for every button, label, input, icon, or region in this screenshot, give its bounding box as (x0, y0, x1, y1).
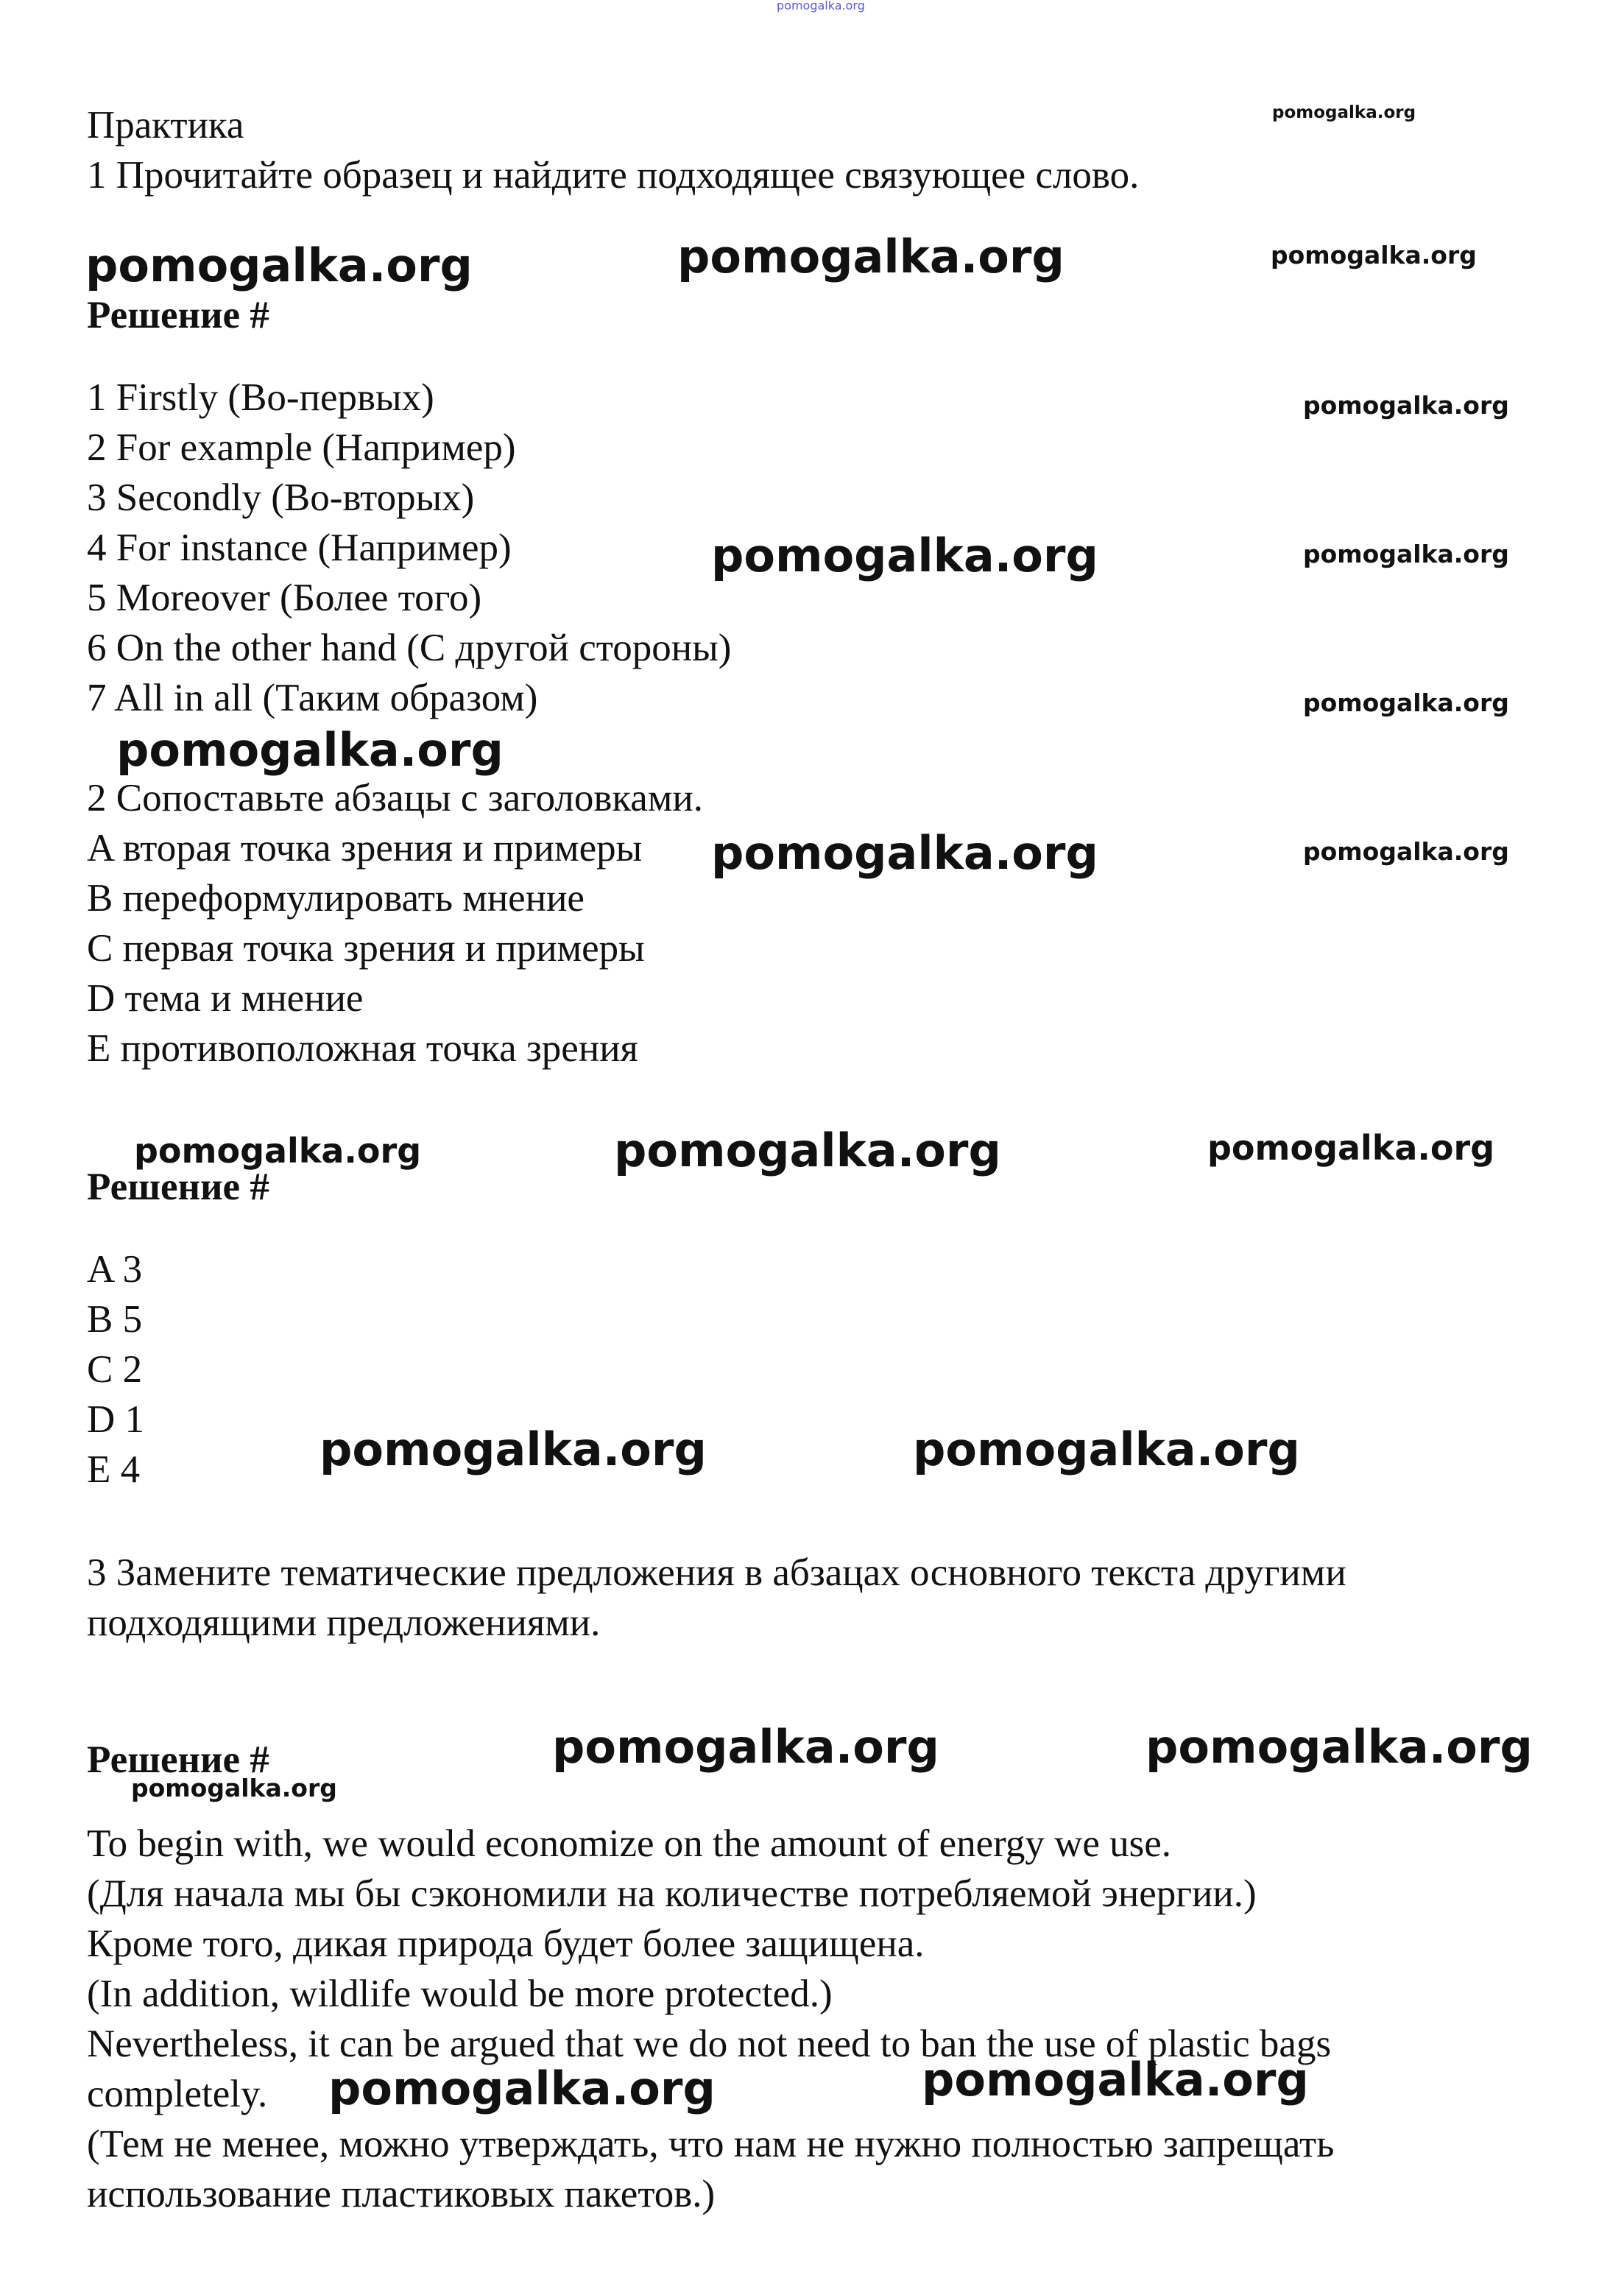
task2-heading-c: C первая точка зрения и примеры (87, 927, 645, 970)
task3-prompt-line-2: подходящими предложениями. (87, 1601, 601, 1644)
task2-heading-d: D тема и мнение (87, 977, 364, 1020)
task1-answer-2: 2 For example (Например) (87, 426, 516, 469)
task2-heading-a: A вторая точка зрения и примеры (87, 827, 643, 870)
task2-answer-c: C 2 (87, 1348, 143, 1391)
task3-answer-line-7: (Тем не менее, можно утверждать, что нам не нужно полностью запрещать (87, 2123, 1335, 2165)
task3-answer-line-5: Nevertheless, it can be argued that we do not need to ban the use of plastic bags (87, 2023, 1332, 2065)
watermark: pomogalka.org (1145, 1720, 1533, 1774)
task3-solution-label: Решение # (87, 1738, 269, 1781)
task3-answer-line-6: completely. (87, 2073, 268, 2115)
task3-answer-line-4: (In addition, wildlife would be more protected.) (87, 1972, 833, 2015)
task1-answer-5: 5 Moreover (Более того) (87, 577, 482, 619)
task3-answer-line-1: To begin with, we would economize on the amount of energy we use. (87, 1822, 1172, 1865)
watermark: pomogalka.org (328, 2062, 716, 2115)
watermark: pomogalka.org (1303, 688, 1509, 717)
task2-solution-label: Решение # (87, 1166, 269, 1208)
watermark: pomogalka.org (711, 826, 1098, 880)
task2-answer-b: B 5 (87, 1298, 143, 1341)
task1-prompt: 1 Прочитайте образец и найдите подходящее связующее слово. (87, 154, 1140, 197)
watermark: pomogalka.org (1272, 103, 1416, 122)
practice-title: Практика (87, 104, 244, 147)
watermark: pomogalka.org (614, 1124, 1001, 1177)
task2-heading-b: B переформулировать мнение (87, 877, 585, 920)
watermark-top: pomogalka.org (777, 0, 865, 13)
task1-answer-4: 4 For instance (Например) (87, 526, 512, 569)
task2-answer-a: A 3 (87, 1248, 143, 1291)
watermark: pomogalka.org (711, 529, 1098, 582)
task3-answer-line-3: Кроме того, дикая природа будет более защищена. (87, 1922, 925, 1965)
watermark: pomogalka.org (552, 1720, 939, 1774)
task1-answer-6: 6 On the other hand (С другой стороны) (87, 627, 732, 669)
watermark: pomogalka.org (116, 723, 504, 777)
watermark: pomogalka.org (922, 2053, 1309, 2107)
task3-answer-line-8: использование пластиковых пакетов.) (87, 2173, 716, 2215)
watermark: pomogalka.org (1303, 391, 1509, 420)
watermark: pomogalka.org (134, 1131, 422, 1171)
task1-answer-1: 1 Firstly (Во-первых) (87, 376, 434, 419)
task2-answer-e: E 4 (87, 1448, 141, 1491)
task1-answer-3: 3 Secondly (Во-вторых) (87, 476, 475, 519)
task3-prompt-line-1: 3 Замените тематические предложения в абзацах основного текста другими (87, 1551, 1346, 1594)
watermark: pomogalka.org (131, 1774, 337, 1802)
task2-answer-d: D 1 (87, 1398, 145, 1441)
watermark: pomogalka.org (1303, 540, 1509, 568)
task1-answer-7: 7 All in all (Таким образом) (87, 677, 538, 719)
task2-prompt: 2 Сопоставьте абзацы с заголовками. (87, 777, 703, 819)
watermark: pomogalka.org (913, 1422, 1300, 1476)
watermark: pomogalka.org (1271, 241, 1477, 269)
task2-heading-e: E противоположная точка зрения (87, 1027, 638, 1070)
watermark: pomogalka.org (1207, 1128, 1495, 1168)
watermark: pomogalka.org (85, 239, 473, 292)
watermark: pomogalka.org (677, 230, 1065, 283)
task3-answer-line-2: (Для начала мы бы сэкономили на количестве потребляемой энергии.) (87, 1872, 1257, 1915)
task1-solution-label: Решение # (87, 294, 269, 336)
watermark: pomogalka.org (319, 1422, 707, 1476)
watermark: pomogalka.org (1303, 837, 1509, 866)
